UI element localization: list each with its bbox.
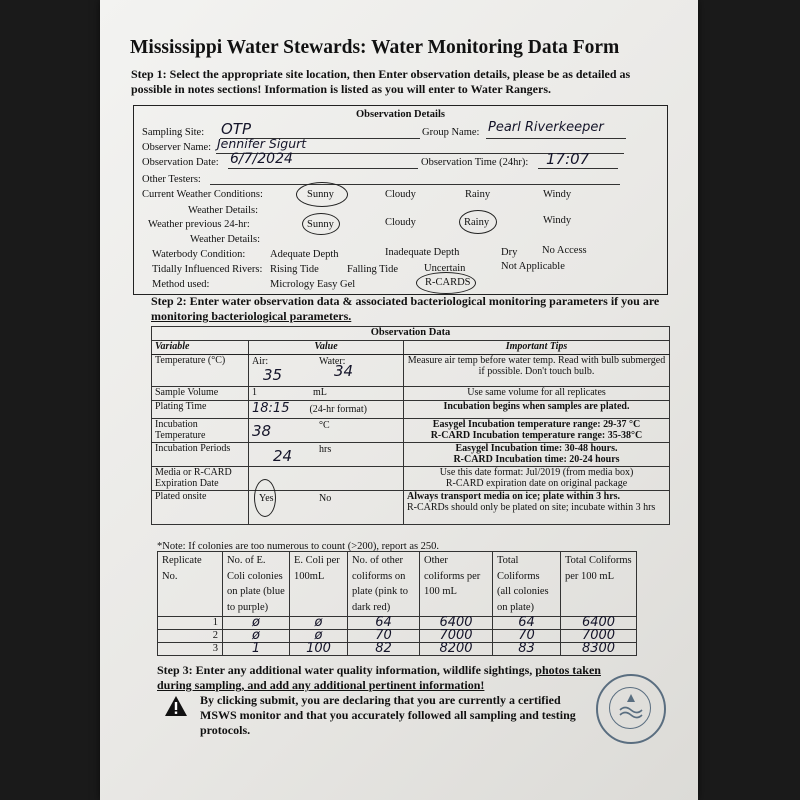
other-per-100-cell[interactable]: 7000: [420, 630, 493, 643]
ecoli-per-100-cell[interactable]: 100: [290, 643, 348, 656]
step3-link-text: photos taken during sampling, and add any additional pertinent information!: [157, 663, 601, 692]
header-other-per-100: Other coliforms per 100 mL: [420, 552, 493, 617]
ecoli-per-100-cell[interactable]: ø: [290, 630, 348, 643]
step3-text: Step 3: Enter any additional water quality information, wildlife sightings,: [157, 663, 536, 677]
header-total-per-100: Total Coliforms per 100 mL: [561, 552, 637, 617]
other-per-100-cell[interactable]: 6400: [420, 617, 493, 630]
header-other-colonies: No. of other coliforms on plate (pink to dark red): [348, 552, 420, 617]
warning-icon: [164, 695, 188, 717]
ecoli-colonies-cell[interactable]: ø: [223, 630, 290, 643]
declaration-text: By clicking submit, you are declaring that you are currently a certified MSWS monitor and that you accurately followed all sampling and testing protocols.: [200, 693, 576, 737]
header-replicate: Replicate No.: [158, 552, 223, 617]
observer-name-label: Observer Name:: [142, 142, 212, 153]
col-tips: Important Tips: [404, 341, 670, 355]
method-used-label: Method used:: [152, 279, 210, 290]
plated-yes[interactable]: Yes: [259, 493, 274, 504]
step2-line1: Step 2: Enter water observation data & associated bacteriological monitoring parameters if you are: [151, 294, 660, 308]
tidally-falling[interactable]: Falling Tide: [347, 264, 399, 275]
air-label: Air:: [252, 356, 269, 367]
air-temp-field[interactable]: 35: [263, 366, 283, 384]
header-total-colonies: Total Coliforms (all colonies on plate): [493, 552, 561, 617]
waterbody-condition-label: Waterbody Condition:: [152, 249, 246, 260]
colonies-note: *Note: If colonies are too numerous to count (>200), report as 250.: [157, 541, 440, 552]
ecoli-per-100-cell[interactable]: ø: [290, 617, 348, 630]
weather-details-label-2: Weather Details:: [190, 234, 260, 245]
previous-rainy-circle: [459, 210, 497, 234]
seal-water-icon: [598, 676, 664, 742]
replicate-number: 3: [158, 643, 223, 656]
group-name-label: Group Name:: [422, 127, 480, 138]
step1-instructions: Step 1: Select the appropriate site location, then Enter observation details, please be as detailed as possible in notes sections! Information is listed as you will enter to Water Rangers.: [131, 67, 631, 96]
incubation-temp-unit: °C: [319, 420, 330, 431]
previous-weather-sunny[interactable]: Sunny: [307, 219, 334, 230]
waterbody-inadequate-depth[interactable]: Inadequate Depth: [385, 247, 460, 258]
observation-date-field[interactable]: 6/7/2024: [230, 151, 293, 167]
media-tip-2: R-CARD expiration date on original package: [445, 478, 628, 489]
plating-time-unit: (24-hr format): [309, 404, 367, 415]
observation-time-label: Observation Time (24hr):: [421, 157, 529, 168]
col-variable: Variable: [152, 341, 249, 355]
observer-name-field[interactable]: Jennifer Sigurt: [217, 136, 307, 151]
other-colonies-cell[interactable]: 70: [348, 630, 420, 643]
sample-volume-field[interactable]: 1: [252, 387, 257, 398]
total-per-100-cell[interactable]: 7000: [561, 630, 637, 643]
incubation-temp-field[interactable]: 38: [252, 422, 272, 440]
observation-data-header: Observation Data: [152, 327, 670, 341]
incubation-period-label: Incubation Periods: [152, 443, 249, 467]
sample-volume-unit: mL: [313, 387, 327, 398]
observation-date-label: Observation Date:: [142, 157, 219, 168]
table-row: [158, 630, 637, 643]
tidally-not-applicable[interactable]: Not Applicable: [501, 261, 565, 272]
current-weather-sunny[interactable]: Sunny: [307, 189, 334, 200]
step2-line2: monitoring bacteriological parameters.: [151, 309, 352, 323]
replicate-table: [157, 551, 637, 656]
water-temp-field[interactable]: 34: [334, 362, 354, 380]
temperature-label: Temperature (°C): [152, 355, 249, 387]
form-title: Mississippi Water Stewards: Water Monitoring Data Form: [130, 37, 620, 58]
tidally-rising[interactable]: Rising Tide: [270, 264, 319, 275]
table-row: [158, 617, 637, 630]
incubation-period-tip-1: Easygel Incubation time: 30-48 hours.: [455, 443, 618, 454]
step2-instructions: [151, 294, 671, 324]
waterbody-dry[interactable]: Dry: [501, 247, 518, 258]
temperature-tip: Measure air temp before water temp. Read with bulb submerged if possible. Don't touch bulb.: [404, 355, 670, 387]
total-colonies-cell[interactable]: 70: [493, 630, 561, 643]
incubation-temp-tip-2: R-CARD Incubation temperature range: 35-38°C: [430, 430, 643, 441]
other-testers-label: Other Testers:: [142, 174, 201, 185]
media-expiration-label: Media or R-CARD Expiration Date: [152, 467, 249, 491]
plated-yes-circle: [254, 479, 276, 517]
plated-onsite-label: Plated onsite: [152, 491, 249, 525]
header-ecoli-colonies: No. of E. Coli colonies on plate (blue to purple): [223, 552, 290, 617]
form-paper: [100, 0, 698, 800]
observation-details-header: Observation Details: [356, 109, 445, 120]
col-value: Value: [249, 341, 404, 355]
msws-seal-stamp: [596, 674, 666, 744]
group-name-field[interactable]: Pearl Riverkeeper: [488, 120, 604, 135]
other-per-100-cell[interactable]: 8200: [420, 643, 493, 656]
current-weather-rainy[interactable]: Rainy: [465, 189, 491, 200]
water-label: Water:: [319, 356, 346, 367]
weather-details-label: Weather Details:: [188, 205, 258, 216]
sampling-site-field[interactable]: OTP: [221, 120, 252, 138]
previous-sunny-circle: [302, 213, 340, 235]
tidally-uncertain[interactable]: Uncertain: [424, 263, 466, 274]
current-weather-windy[interactable]: Windy: [543, 189, 572, 200]
sampling-site-label: Sampling Site:: [142, 127, 205, 138]
previous-weather-windy[interactable]: Windy: [543, 215, 572, 226]
sample-volume-label: Sample Volume: [152, 387, 249, 401]
method-selection-circle: [416, 272, 476, 294]
incubation-temp-label: Incubation Temperature: [152, 419, 249, 443]
total-colonies-cell[interactable]: 83: [493, 643, 561, 656]
current-weather-cloudy[interactable]: Cloudy: [385, 189, 416, 200]
tidally-label: Tidally Influenced Rivers:: [152, 264, 263, 275]
table-row: [158, 643, 637, 656]
weather-previous-label: Weather previous 24-hr:: [148, 219, 250, 230]
ecoli-colonies-cell[interactable]: ø: [223, 617, 290, 630]
replicate-number: 1: [158, 617, 223, 630]
header-ecoli-per-100: E. Coli per 100mL: [290, 552, 348, 617]
waterbody-no-access[interactable]: No Access: [542, 245, 587, 256]
observation-details-box: [133, 105, 668, 295]
sample-volume-tip: Use same volume for all replicates: [404, 387, 670, 401]
observation-data-table: [151, 326, 670, 525]
observation-time-field[interactable]: 17:07: [546, 150, 590, 168]
current-weather-selection-circle: [296, 182, 348, 207]
plated-no[interactable]: No: [319, 493, 332, 504]
incubation-period-tip-2: R-CARD Incubation time: 20-24 hours: [453, 454, 620, 465]
plated-tip-1: Always transport media on ice; plate within 3 hrs.: [407, 491, 621, 502]
plated-tip-2: R-CARDs should only be plated on site; incubate within 3 hrs: [407, 502, 656, 513]
media-tip-1: Use this date format: Jul/2019 (from media box): [439, 467, 634, 478]
other-colonies-cell[interactable]: 64: [348, 617, 420, 630]
plating-time-field[interactable]: 18:15: [252, 401, 290, 416]
method-microlog-easy-gel[interactable]: Micrology Easy Gel: [270, 279, 356, 290]
other-colonies-cell[interactable]: 82: [348, 643, 420, 656]
total-per-100-cell[interactable]: 8300: [561, 643, 637, 656]
step3-instructions: [157, 663, 617, 693]
total-per-100-cell[interactable]: 6400: [561, 617, 637, 630]
incubation-temp-tip-1: Easygel Incubation temperature range: 29-37 °C: [432, 419, 641, 430]
current-weather-label: Current Weather Conditions:: [142, 189, 263, 200]
incubation-period-unit: hrs: [319, 444, 332, 455]
plating-time-tip: Incubation begins when samples are plated.: [404, 401, 670, 419]
waterbody-adequate-depth[interactable]: Adequate Depth: [270, 249, 339, 260]
method-r-cards[interactable]: R-CARDS: [425, 277, 471, 288]
previous-weather-cloudy[interactable]: Cloudy: [385, 217, 416, 228]
total-colonies-cell[interactable]: 64: [493, 617, 561, 630]
ecoli-colonies-cell[interactable]: 1: [223, 643, 290, 656]
replicate-number: 2: [158, 630, 223, 643]
previous-weather-rainy[interactable]: Rainy: [464, 217, 490, 228]
incubation-period-field[interactable]: 24: [273, 447, 293, 465]
plating-time-label: Plating Time: [152, 401, 249, 419]
